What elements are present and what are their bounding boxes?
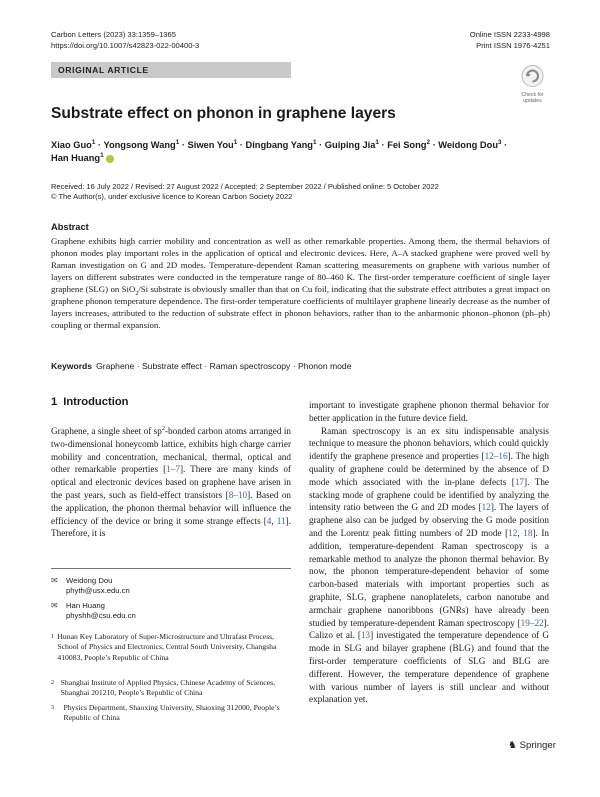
check-for-updates-badge[interactable] [516, 64, 549, 104]
envelope-icon: ✉ [51, 576, 58, 585]
online-issn: Online ISSN 2233-4998 [469, 30, 550, 39]
author[interactable]: Xiao Guo$^1$ [51, 138, 96, 150]
correspondent-name: Weidong Dou [66, 576, 113, 585]
author[interactable]: Yongsong Wang$^1$ [103, 138, 180, 150]
correspondence-entry [51, 601, 291, 622]
affiliation [51, 632, 291, 663]
citation-link[interactable]: 12 [508, 527, 518, 538]
keywords [51, 361, 550, 371]
intro-paragraph: Graphene, a single sheet of $sp^2$-bonded carbon atoms arranged in two-dimensional honeycomb lattice, exhibits high charge carrier mobility and concentration, mechanical, thermal, optical and other remarkable properties [1–7]. There are many kinds of optical and electronic devices based on graphene have arisen in the past years, such as field-effect transistors [8–10]. Based on the application, the phonon thermal behavior will influence the efficiency of the device or bring it some strange effects [4, 11]. Therefore, it is [51, 424, 292, 539]
publisher-logo [508, 740, 556, 751]
citation-link[interactable]: 13 [360, 630, 371, 641]
affiliation-text: Shanghai Institute of Applied Physics, Chinese Academy of Sciences, Shanghai 201210, People’s Republic of China [60, 678, 276, 698]
affiliation-number: 3 [51, 705, 54, 711]
footnote-divider [51, 568, 291, 569]
running-header-left [51, 30, 199, 51]
article-title: Substrate effect on phonon in graphene layers [51, 105, 396, 122]
article-history [51, 182, 551, 202]
citation-link[interactable]: 18 [523, 527, 533, 538]
correspondence-entry [51, 576, 291, 597]
badge-line2: updates [523, 97, 542, 104]
correspondent-email[interactable]: phyth@usx.edu.cn [66, 586, 130, 596]
intro-paragraph: important to investigate graphene phonon thermal behavior for better application in the future device field. [309, 400, 549, 423]
affiliation-number: 1 [51, 634, 54, 640]
doi-link[interactable]: https://doi.org/10.1007/s42823-022-00400-3 [51, 40, 200, 50]
citation-link[interactable]: 17 [514, 476, 525, 487]
keywords-list: Graphene · Substrate effect · Raman spectroscopy · Phonon mode [96, 361, 352, 371]
citation-link[interactable]: 19–22 [520, 617, 544, 628]
envelope-icon: ✉ [51, 600, 58, 610]
intro-right-column [309, 399, 549, 706]
badge-line1: Check for [521, 92, 544, 98]
copyright-line: © The Author(s), under exclusive licence to Korean Carbon Society 2022 [51, 192, 293, 201]
journal-citation: Carbon Letters (2023) 33:1359–1365 [51, 30, 176, 39]
citation-link[interactable]: 4 [266, 515, 272, 526]
publisher-name: Springer [519, 740, 556, 751]
abstract-text: Graphene exhibits high carrier mobility and concentration as well as other remarkable properties. Among them, the thermal behaviors of phonon modes play important roles in the application of optical and electronic devices. Here, A–A stacked graphene were proved well by Raman investigation on G and 2D modes. Temperature-dependent Raman scattering measurements on graphene with various number of layers on different substrates were conducted in the temperature range of 80–460 K. The first-order temperature coefficient of single layer graphene (SLG) on SiO$_2$/Si substrate is obviously smaller than that on Cu foil, indicating that the substrate effect attributes a great impact on graphene phonon temperature dependence. The first-order temperature coefficients of multilayer graphene linearly decrease as the number of layers increases, attributed to the reduction of substrate effect in phonon behaviors, rather than to the anharmonic phonon–phonon (ph–ph) coupling or thermal expansion. [51, 236, 551, 331]
intro-left-column [51, 425, 291, 540]
citation-link[interactable]: 1–7 [166, 464, 180, 475]
citation-link[interactable]: 12–16 [484, 451, 508, 462]
keywords-label: Keywords [51, 361, 93, 371]
author[interactable]: Weidong Dou$^3$ [438, 138, 502, 150]
author[interactable]: Han Huang$^1$ [51, 151, 104, 163]
intro-paragraph: Raman spectroscopy is an ex situ indispensable analysis technique to measure the phonon behaviors, which could quickly identify the graphene presence and properties [12–16]. The high quality of graphene could be determined by the absence of D mode which associated with the in-plane defects [17]. The stacking mode of graphene could be identified by analyzing the intensity ratio between the G and 2D modes [12]. The layers of graphene also can be judged by observing the G mode position and the Lorentz peak fitting numbers of 2D mode [12, 18]. In addition, temperature-dependent Raman spectroscopy is a remarkable method to analyze the phonon thermal behavior. By now, the phonon temperature-dependent behavior of some carbon-based materials with important properties such as graphite, SLG, graphene nanoplatelets, carbon nanotube and armchair graphene nanoribbons (GNRs) have already been studied by temperature-dependent Raman spectroscopy [19–22]. Calizo et al. [13] investigated the temperature dependence of G mode in SLG and bilayer graphene (BLG) and found that the first-order temperature coefficients of SLG and BLG are different. However, the temperature dependence of graphene with various number of layers is still unclear and without explanation yet. [309, 425, 550, 705]
article-type-banner: ORIGINAL ARTICLE [51, 62, 291, 78]
history-dates: Received: 16 July 2022 / Revised: 27 August 2022 / Accepted: 2 September 2022 / Published online: 5 October 2022 [51, 182, 439, 191]
affiliation-text: Physics Department, Shaoxing University, Shaoxing 312000, People’s Republic of China [63, 703, 280, 723]
citation-link[interactable]: 12 [481, 502, 491, 513]
correspondence-block [51, 576, 291, 626]
citation-link[interactable]: 11 [276, 515, 286, 526]
author-list: Xiao Guo$^1$ · Yongsong Wang$^1$ · Siwen You$^1$ · Dingbang Yang$^1$ · Guiping Jia$^1$ · Fei Song$^2$ · Weidong Dou$^3$ · Han Huang$^1$ [51, 138, 508, 163]
print-issn: Print ISSN 1976-4251 [476, 40, 550, 50]
affiliation [51, 678, 291, 699]
running-header-right [470, 30, 550, 51]
author[interactable]: Guiping Jia$^1$ [324, 138, 379, 150]
affiliation-number: 2 [51, 680, 54, 686]
check-for-updates-icon [516, 64, 549, 88]
author[interactable]: Dingbang Yang$^1$ [245, 138, 317, 150]
author[interactable]: Fei Song$^2$ [387, 138, 430, 150]
orcid-icon[interactable] [106, 155, 114, 163]
affiliation-text: Hunan Key Laboratory of Super-Microstructure and Ultrafast Process, School of Physics and Electronics, Central South University, Changsha 410083, People’s Republic of China [57, 632, 277, 662]
correspondent-name: Han Huang [66, 600, 105, 610]
author[interactable]: Siwen You$^1$ [187, 138, 238, 150]
affiliation [51, 703, 291, 724]
section-heading: 1 Introduction [51, 396, 129, 408]
springer-horse-icon: ♞ [508, 740, 517, 751]
abstract-heading: Abstract [51, 222, 89, 232]
citation-link[interactable]: 8–10 [228, 489, 248, 500]
correspondent-email[interactable]: physhh@csu.edu.cn [66, 611, 136, 621]
